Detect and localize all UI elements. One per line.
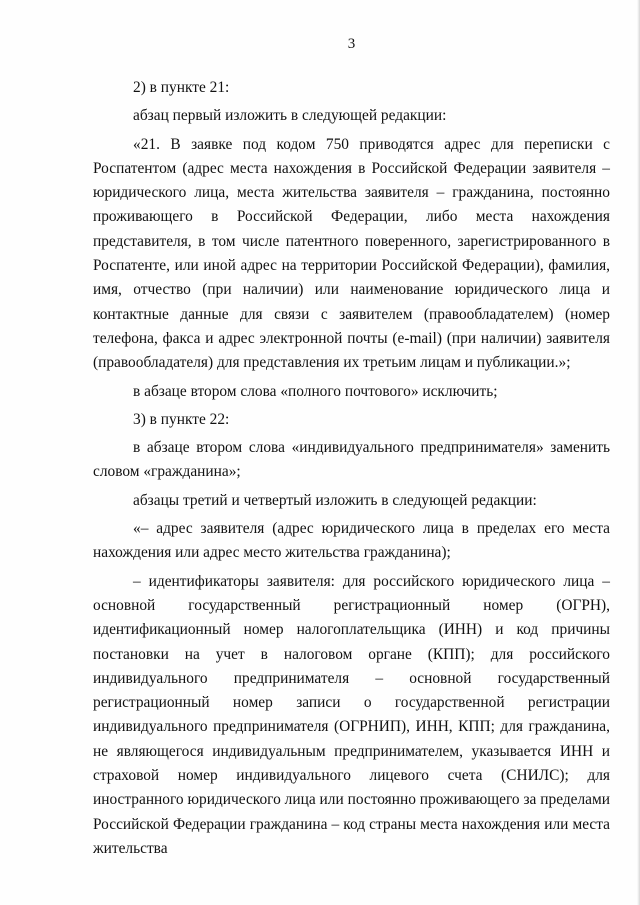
paragraph-applicant-address: «– адрес заявителя (адрес юридического лица в пределах его места нахождения или адрес место жительства гражданина); <box>93 520 610 562</box>
paragraph-applicant-identifiers: – идентификаторы заявителя: для российского юридического лица – основной государственный регистрационный номер (ОГРН), идентификационный номер налогоплательщика (ИНН) и код причины постановки на учет в налоговом органе (КПП); для российского индивидуального предпринимателя – основной государственный регистрационный номер записи о государственной регистрации индивидуального предпринимателя (ОГРНИП), ИНН, КПП; для гражданина, не являющегося индивидуальным предпринимателем, указывается ИНН и страховой номер индивидуального лицевого счета (СНИЛС); для иностранного юридического лица или постоянно проживающего за пределами Российской Федерации гражданина – код страны места нахождения или места жительства <box>93 572 610 857</box>
paragraph-abzac-second: в абзаце втором слова «полного почтового» исключить; <box>133 382 498 400</box>
paragraph-replace-words: в абзаце втором слова «индивидуального предпринимателя» заменить словом «гражданина»; <box>93 439 610 481</box>
paragraph-quote-21: «21. В заявке под кодом 750 приводятся адрес для переписки с Роспатентом (адрес места нахождения в Российской Федерации заявителя – юридического лица, места жительства заявителя – гражданина, постоянно проживающего в Российской Федерации, либо места нахождения представителя, в том числе патентного поверенного, зарегистрированного в Роспатенте, или иной адрес на территории Российской Федерации), фамилия, имя, отчество (при наличии) или наименование юридического лица и контактные данные для связи с заявителем (правообладателем) (номер телефона, факса и адрес электронной почты (e-mail) (при наличии) заявителя (правообладателя) для представления их третьим лицам и публикации.»; <box>93 135 610 372</box>
paragraph-abzacy-third-fourth: абзацы третий и четвертый изложить в следующей редакции: <box>133 491 537 509</box>
paragraph-abzac-first: абзац первый изложить в следующей редакции: <box>133 107 447 125</box>
paragraph-item-3-header: 3) в пункте 22: <box>133 410 230 428</box>
page-number: 3 <box>347 36 356 52</box>
paragraph-item-2-header: 2) в пункте 21: <box>133 79 230 96</box>
